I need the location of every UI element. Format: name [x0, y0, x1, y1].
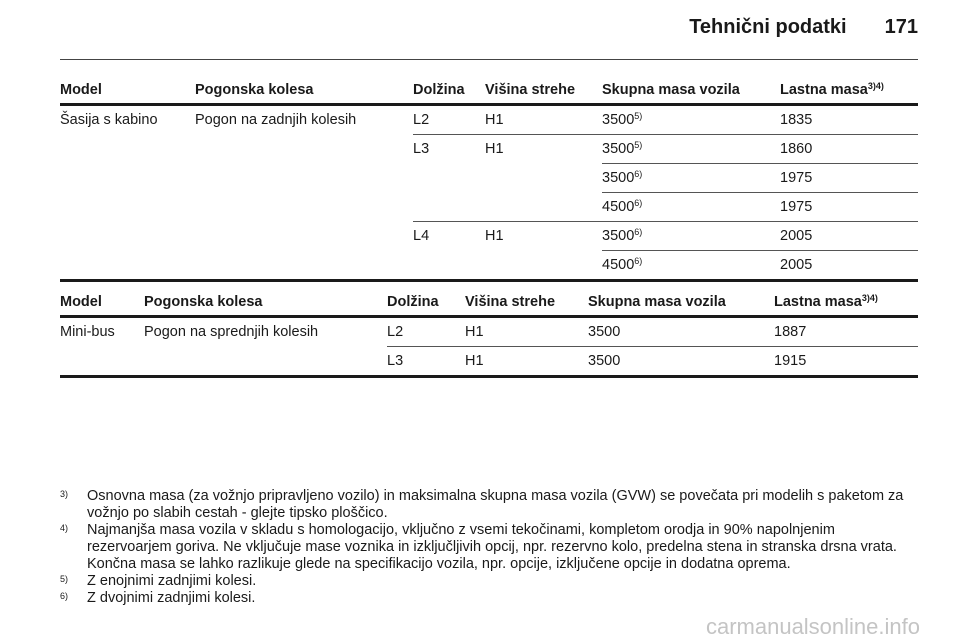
- cell-drive: [195, 251, 413, 281]
- cell-model: [60, 193, 195, 222]
- cell-gross: 4500$^{6)}$: [602, 251, 780, 281]
- cell-drive: [195, 193, 413, 222]
- cell-gross: 3500$^{5)}$: [602, 135, 780, 164]
- spec-table-chassis-cab: [60, 76, 918, 282]
- col-header-model: Model: [60, 288, 144, 317]
- cell-height: H1: [485, 228, 504, 245]
- cell-height: [485, 193, 602, 222]
- footnote-ref: 3)4): [867, 80, 884, 91]
- cell-height: [485, 164, 602, 193]
- table-row: [60, 135, 918, 164]
- cell-drive: [195, 135, 413, 164]
- cell-length: L2: [387, 317, 465, 347]
- cell-model: [60, 135, 195, 164]
- cell-drive: [195, 164, 413, 193]
- footnote-mark: 5): [60, 574, 69, 584]
- table-header-row: [60, 76, 918, 105]
- cell-curb: 2005: [780, 251, 918, 281]
- col-header-gross-mass: Skupna masa vozila: [602, 76, 780, 105]
- cell-length: [413, 193, 485, 222]
- table-row: [60, 251, 918, 281]
- table-row: [60, 222, 918, 251]
- col-header-length: Dolžina: [387, 288, 465, 317]
- cell-model: [60, 164, 195, 193]
- page-header: [689, 16, 918, 39]
- spec-table-minibus: [60, 288, 918, 378]
- cell-gross: 3500: [588, 347, 774, 377]
- cell-drive: [144, 347, 387, 377]
- footnotes: [60, 488, 922, 607]
- cell-curb: 2005: [780, 222, 918, 251]
- footnote-text: Z dvojnimi zadnjimi kolesi.: [87, 590, 256, 606]
- cell-gross: 3500$^{5)}$: [602, 105, 780, 135]
- cell-model: Šasija s kabino: [60, 112, 158, 129]
- table-row: [60, 164, 918, 193]
- watermark: carmanualsonline.info: [705, 614, 920, 639]
- cell-length: [413, 164, 485, 193]
- cell-curb: 1860: [780, 135, 918, 164]
- cell-gross: 3500$^{6)}$: [602, 164, 780, 193]
- table-header-row: [60, 288, 918, 317]
- col-header-gross-mass: Skupna masa vozila: [588, 288, 774, 317]
- table-row: [60, 105, 918, 135]
- cell-model: [60, 222, 195, 251]
- cell-drive: [195, 222, 413, 251]
- cell-curb: 1835: [780, 105, 918, 135]
- footnote: [60, 573, 922, 590]
- cell-length: [413, 251, 485, 281]
- cell-height: H1: [485, 141, 504, 158]
- cell-height: H1: [465, 317, 588, 347]
- cell-length: L2: [413, 105, 485, 135]
- footnote: [60, 488, 922, 522]
- cell-curb: 1975: [780, 193, 918, 222]
- cell-curb: 1887: [774, 317, 918, 347]
- col-header-drive: Pogonska kolesa: [144, 288, 387, 317]
- footnote-ref: 3)4): [861, 292, 878, 303]
- cell-length: L4: [413, 228, 430, 245]
- col-header-roof-height: Višina strehe: [485, 76, 602, 105]
- cell-drive: Pogon na zadnjih kolesih: [195, 112, 357, 129]
- cell-length: L3: [413, 141, 430, 158]
- cell-curb: 1915: [774, 347, 918, 377]
- cell-height: H1: [485, 105, 602, 135]
- cell-model: [60, 251, 195, 281]
- cell-model: Mini-bus: [60, 324, 115, 341]
- cell-model: [60, 347, 144, 377]
- cell-height: [485, 251, 602, 281]
- footnote: [60, 590, 922, 607]
- table-row: [60, 317, 918, 347]
- cell-drive: Pogon na sprednjih kolesih: [144, 324, 319, 341]
- cell-gross: 4500$^{6)}$: [602, 193, 780, 222]
- footnote-mark: 3): [60, 489, 69, 499]
- col-header-curb-mass: Lastna masa$^{3)4)}$: [774, 288, 918, 317]
- col-header-roof-height: Višina strehe: [465, 288, 588, 317]
- cell-length: L3: [387, 347, 465, 377]
- footnote-mark: 4): [60, 523, 69, 533]
- header-rule: [60, 59, 918, 60]
- cell-gross: 3500: [588, 317, 774, 347]
- cell-gross: 3500$^{6)}$: [602, 222, 780, 251]
- footnote-mark: 6): [60, 591, 69, 601]
- footnote-text: Osnovna masa (za vožnjo pripravljeno vozilo) in maksimalna skupna masa vozila (GVW) se povečata pri modelih s paketom za vožnjo po slabih cestah - glejte tipsko ploščico.: [87, 488, 904, 521]
- footnote-text: Z enojnimi zadnjimi kolesi.: [87, 573, 257, 589]
- table-row: [60, 193, 918, 222]
- col-header-curb-mass: Lastna masa$^{3)4)}$: [780, 76, 918, 105]
- cell-height: H1: [465, 347, 588, 377]
- cell-curb: 1975: [780, 164, 918, 193]
- page-title: Tehnični podatki: [689, 16, 847, 38]
- col-header-drive: Pogonska kolesa: [195, 76, 413, 105]
- col-header-length: Dolžina: [413, 76, 485, 105]
- table-row: [60, 347, 918, 377]
- page-number: 171: [884, 16, 918, 38]
- footnote: [60, 522, 922, 573]
- col-header-model: Model: [60, 76, 195, 105]
- footnote-text: Najmanjša masa vozila v skladu s homologacijo, vključno z vsemi tekočinami, kompletom orodja in 90% napolnjenim rezervoarjem goriva. Ne vključuje mase voznika in izključljivih opcij, npr. rezervno kolo, predelna stena in stranska drsna vrata. Končna masa se lahko razlikuje glede na specifikacijo vozila, npr. opcije, izključene opcije in dodatna oprema.: [87, 522, 897, 572]
